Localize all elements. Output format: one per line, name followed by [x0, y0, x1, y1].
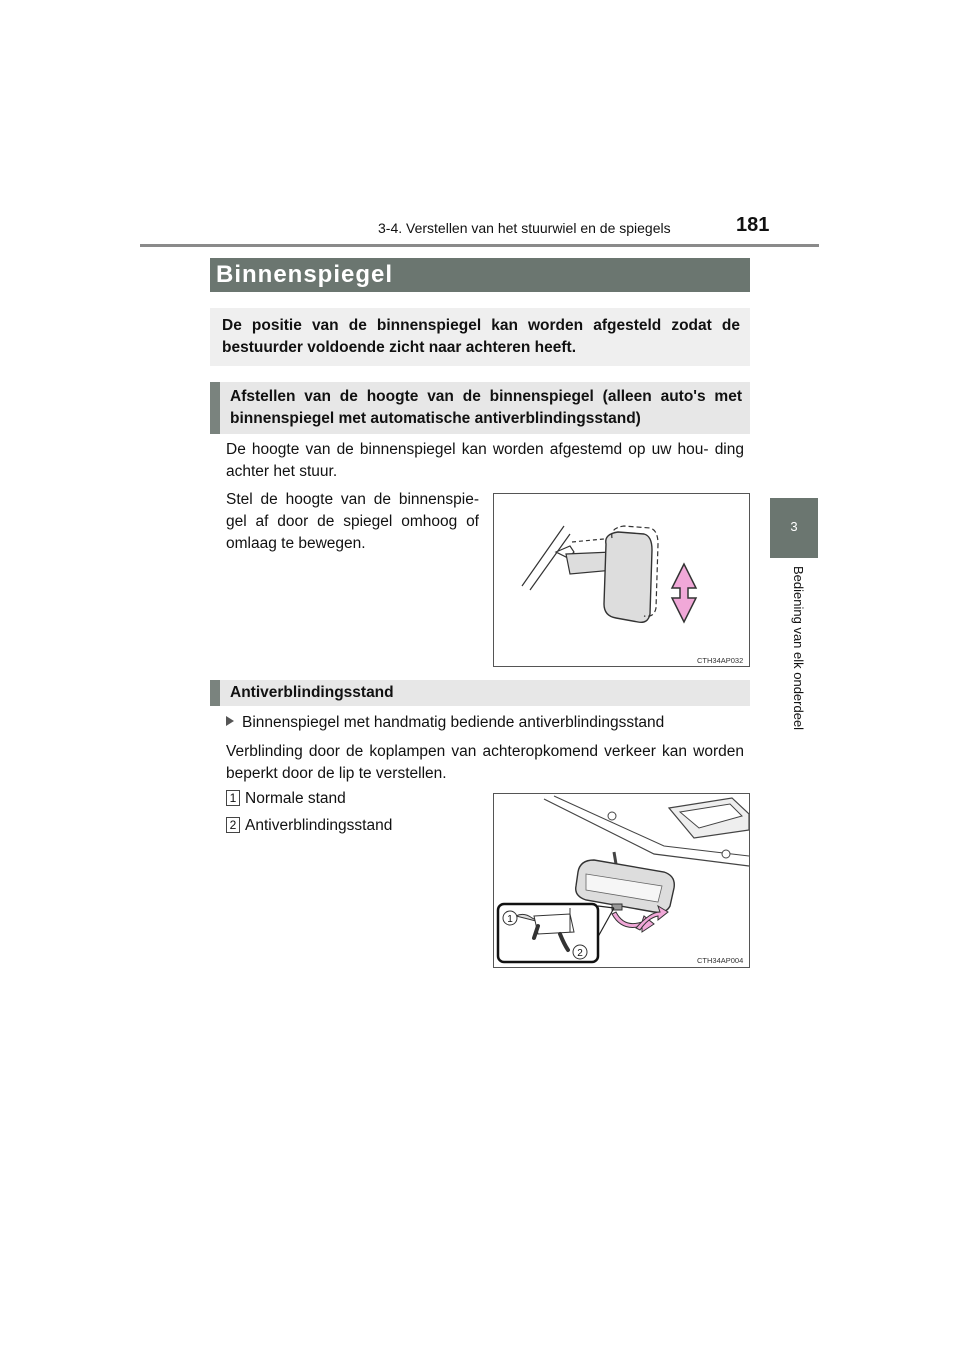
item-number: 1 [226, 790, 240, 806]
antiglare-paragraph: Verblinding door de koplampen van achteropkomend verkeer kan worden beperkt door de lip te verstellen. [226, 743, 744, 782]
chapter-tab [770, 498, 818, 558]
subheading-antiglare: Antiverblindingsstand [210, 680, 750, 706]
list-item [226, 790, 346, 808]
mirror-height-illustration [494, 494, 749, 666]
chapter-label: Bediening van elk onderdeel [791, 566, 806, 731]
antiglare-bullet [226, 712, 746, 734]
height-paragraph-2: Stel de hoogte van de binnenspie- gel af door de spiegel omhoog of omlaag te bewegen. [226, 491, 479, 552]
bullet-triangle-icon [226, 716, 234, 726]
list-item [226, 817, 392, 835]
intro-box: De positie van de binnenspiegel kan worden afgesteld zodat de bestuurder voldoende zicht naar achteren heeft. [210, 308, 750, 366]
chapter-number: 3 [790, 519, 798, 534]
header-section-title: 3-4. Verstellen van het stuurwiel en de spiegels [378, 220, 671, 236]
item-label: Normale stand [245, 790, 346, 807]
callout-1: 1 [507, 914, 513, 925]
bullet-text: Binnenspiegel met handmatig bediende antiverblindingsstand [242, 714, 665, 731]
figure-code: CTH34AP032 [697, 656, 744, 665]
item-label: Antiverblindingsstand [245, 817, 393, 834]
page-number: 181 [736, 214, 770, 236]
antiglare-illustration [494, 794, 749, 967]
height-paragraph-1: De hoogte van de binnenspiegel kan worden afgestemd op uw hou- ding achter het stuur. [226, 441, 744, 480]
callout-2: 2 [577, 948, 583, 959]
subheading-height-adjust: Afstellen van de hoogte van de binnenspiegel (alleen auto's met binnenspiegel met automatische antiverblindingsstand) [210, 382, 750, 434]
item-number: 2 [226, 817, 240, 833]
figure-code: CTH34AP004 [697, 956, 744, 965]
header-divider [140, 244, 819, 247]
mirror-height-figure [493, 493, 750, 667]
section-title: Binnenspiegel [210, 258, 750, 292]
antiglare-figure [493, 793, 750, 968]
